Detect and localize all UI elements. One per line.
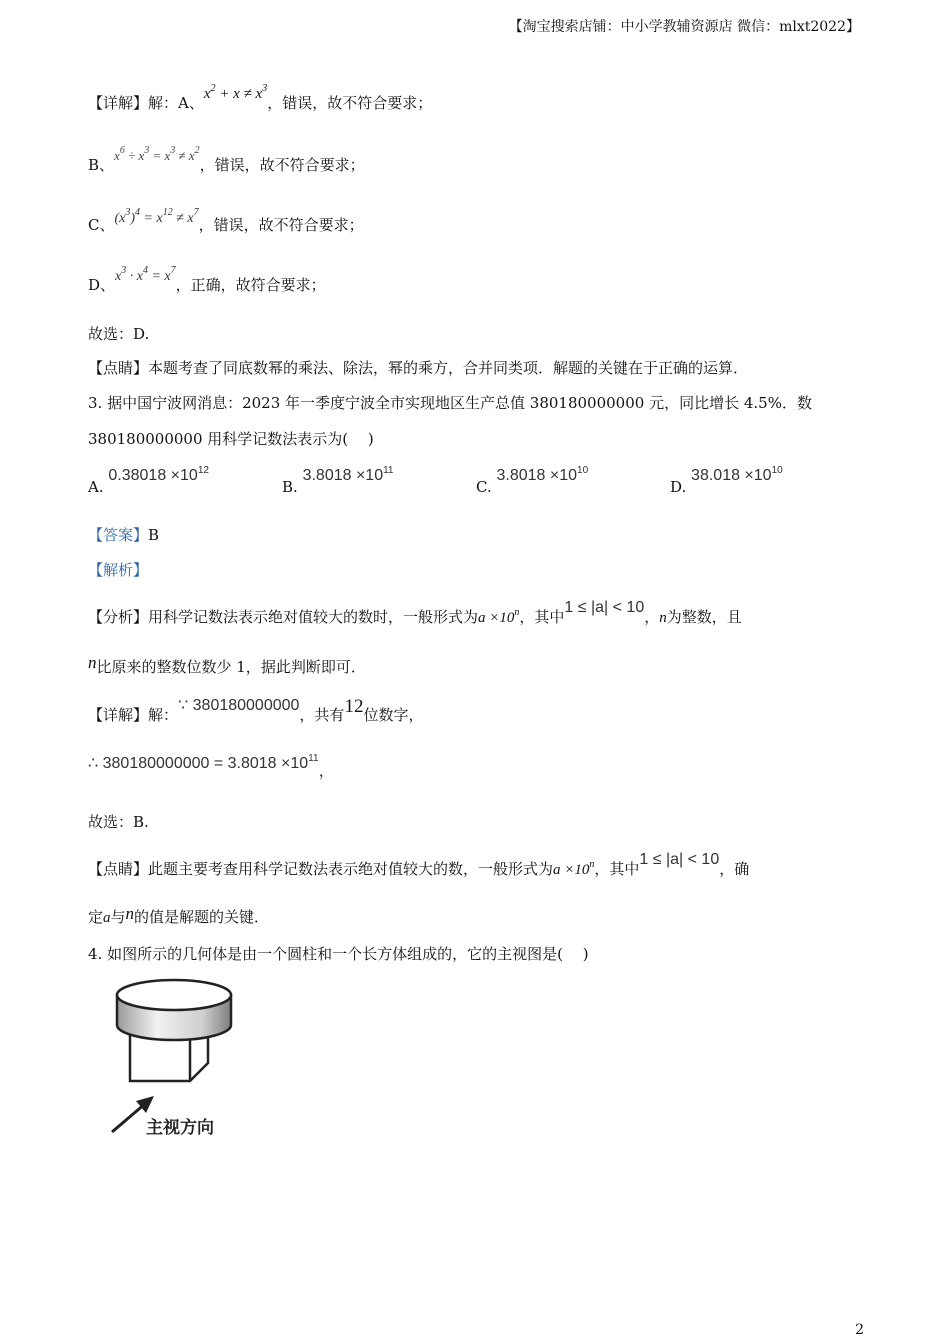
q3-comment-line1: 【点睛】此题主要考查用科学记数法表示绝对值较大的数，一般形式为$a \times 10^n$，其中1 ≤ |a| < 10，确 <box>88 851 750 878</box>
q4-figure <box>100 975 240 1150</box>
q3-fenxi-line2: n比原来的整数位数少 1，据此判断即可． <box>88 653 366 676</box>
q2-b-label: B、 <box>88 156 115 174</box>
q3-stem-line1: 3. 据中国宁波网消息：2023 年一季度宁波全市实现地区生产总值 380180000000 元，同比增长 4.5%．数 <box>88 394 812 412</box>
q2-d-expr: $x^3 \cdot x^4 = x^7$ <box>115 265 176 284</box>
q4-figure-label: 主视方向 <box>146 1118 214 1137</box>
q2-choose: 故选：D. <box>88 325 150 343</box>
cylinder-top <box>117 980 231 1010</box>
answer-tag: 【答案】 <box>88 526 149 544</box>
q2-a-suffix: ，错误，故不符合要求； <box>267 94 433 112</box>
q3-option-c: C. $3.8018 \times 10^{10}$ <box>476 465 589 496</box>
q2-d-suffix: ，正确，故符合要求； <box>175 276 326 294</box>
q3-stem-line2: 380180000000 用科学记数法表示为( ) <box>88 430 374 448</box>
q2-b-suffix: ，错误，故不符合要求； <box>199 156 365 174</box>
q2-detail-a <box>88 83 433 113</box>
q2-a-expr: $x^2 + x \ne x^3$ <box>203 83 268 102</box>
q2-c-expr: $(x^3)^4 = x^{12} \ne x^7$ <box>114 207 199 226</box>
q3-detail: 【详解】解：∵ 380180000000，共有12位数字， <box>88 696 424 724</box>
q2-detail-c <box>88 207 364 235</box>
q2-c-label: C、 <box>88 216 115 234</box>
answer-value: B <box>148 526 160 544</box>
q4-stem: 4. 如图所示的几何体是由一个圆柱和一个长方体组成的，它的主视图是( ) <box>88 945 589 963</box>
page-number: 2 <box>855 1322 864 1338</box>
q3-fenxi-range: 1 ≤ |a| < 10 <box>564 599 645 616</box>
q2-comment: 【点睛】本题考查了同底数幂的乘法、除法，幂的乘方，合并同类项．解题的关键在于正确的运算． <box>88 359 749 377</box>
q3-option-b: B. $3.8018 \times 10^{11}$ <box>282 465 394 496</box>
q3-comment-line2: 定a与n的值是解题的关键． <box>88 904 270 926</box>
view-arrow <box>112 1103 146 1132</box>
q3-analysis-tag: 【解析】 <box>88 561 149 579</box>
q3-option-d: D. $38.018 \times 10^{10}$ <box>670 465 783 496</box>
q2-detail-prefix: 【详解】解：A、 <box>88 94 204 112</box>
q2-c-suffix: ，错误，故不符合要求； <box>198 216 364 234</box>
q3-choose: 故选：B. <box>88 813 149 831</box>
q2-detail-b <box>88 145 365 175</box>
q3-answer <box>88 524 159 545</box>
q2-d-label: D、 <box>88 276 116 294</box>
q2-b-expr: $x^6 \div x^3 = x^3 \ne x^2$ <box>114 145 200 163</box>
q3-therefore: ∴ $380180000000 = 3.8018 \times 10^{11}$， <box>88 753 335 780</box>
page-header: 【淘宝搜索店铺：中小学教辅资源店 微信：mlxt2022】 <box>508 19 860 35</box>
q2-detail-d <box>88 265 326 295</box>
q3-option-a: A. $0.38018 \times 10^{12}$ <box>88 465 209 496</box>
q3-fenxi-line1: 【分析】用科学记数法表示绝对值较大的数时，一般形式为$a \times 10^n$，其中1 ≤ |a| < 10，n为整数，且 <box>88 599 742 626</box>
